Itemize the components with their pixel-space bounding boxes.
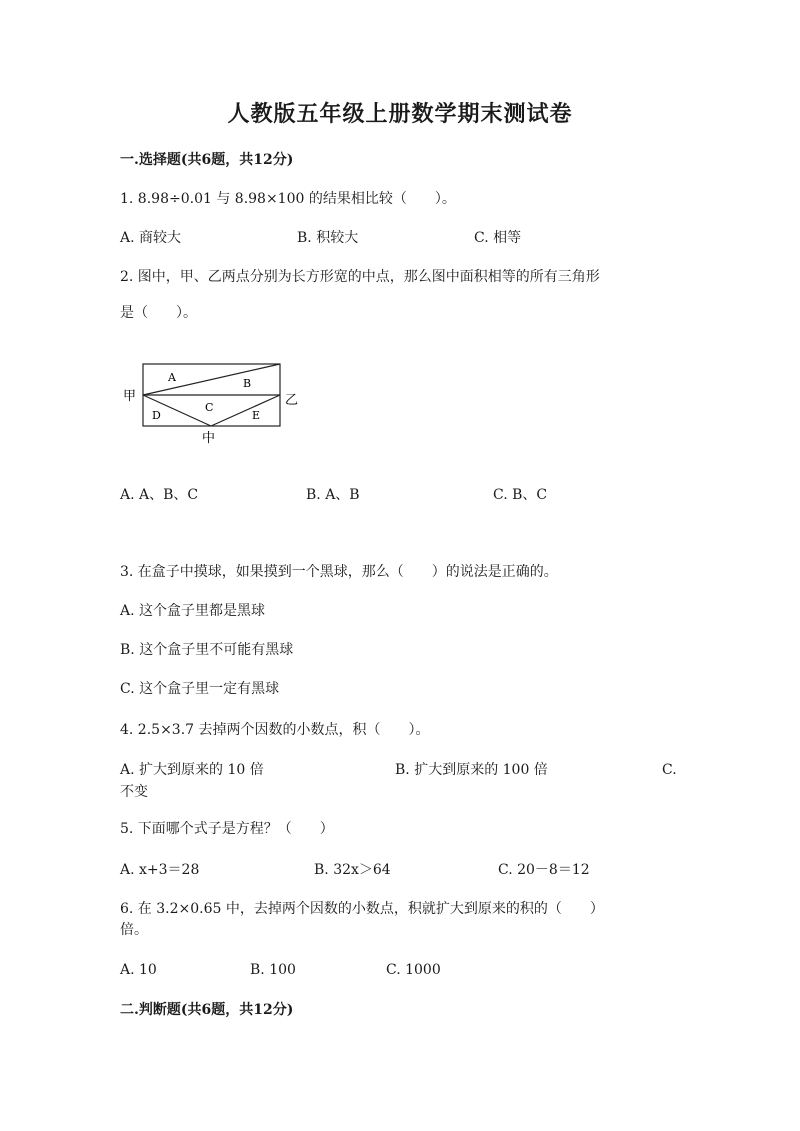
section-heading-judgment: 二.判断题(共6题，共12分) (120, 1002, 294, 1018)
question-6-option-a: A. 10 (120, 962, 157, 978)
question-1-option-a: A. 商较大 (120, 230, 182, 246)
figure-label-a: A (168, 371, 176, 384)
question-2-option-a: A. A、B、C (120, 487, 199, 503)
question-5-option-a: A. x+3＝28 (120, 862, 200, 878)
question-6-option-b: B. 100 (250, 962, 296, 978)
figure-label-jia: 甲 (123, 389, 137, 404)
question-1-option-b: B. 积较大 (297, 230, 359, 246)
figure-label-c: C (205, 401, 214, 414)
question-4-option-b: B. 扩大到原来的 100 倍 (395, 762, 548, 778)
question-4-option-a: A. 扩大到原来的 10 倍 (120, 762, 264, 778)
question-1-stem: 1. 8.98÷0.01 与 8.98×100 的结果相比较（ ）。 (120, 191, 456, 207)
question-5-option-b: B. 32x＞64 (314, 862, 391, 878)
question-3-option-a: A. 这个盒子里都是黑球 (120, 603, 266, 619)
question-2-stem-line-1: 2. 图中，甲、乙两点分别为长方形宽的中点，那么图中面积相等的所有三角形 (120, 269, 600, 285)
question-2-option-b: B. A、B (306, 487, 360, 503)
figure-right-slant-line (211, 395, 280, 426)
question-2-option-c: C. B、C (493, 487, 548, 503)
question-5-stem: 5. 下面哪个式子是方程？（ ） (120, 821, 334, 837)
figure-label-e: E (252, 409, 261, 422)
question-3-stem: 3. 在盒子中摸球，如果摸到一个黑球，那么（ ）的说法是正确的。 (120, 564, 558, 580)
question-2-stem-line-2: 是（ ）。 (120, 305, 197, 321)
question-6-stem-line-1: 6. 在 3.2×0.65 中，去掉两个因数的小数点，积就扩大到原来的积的（ ） (120, 901, 604, 917)
question-4-option-c-text: 不变 (120, 784, 148, 800)
question-4-option-c-label: C. (662, 762, 677, 778)
question-6-stem-line-2: 倍。 (120, 922, 148, 938)
figure-label-b: B (243, 377, 252, 390)
question-5-option-c: C. 20－8＝12 (498, 862, 590, 878)
figure-label-zhong: 中 (202, 431, 216, 446)
page-title: 人教版五年级上册数学期末测试卷 (227, 101, 573, 127)
question-4-stem: 4. 2.5×3.7 去掉两个因数的小数点，积（ ）。 (120, 722, 430, 738)
rectangle-triangle-figure (118, 360, 308, 448)
question-1-option-c: C. 相等 (474, 230, 522, 246)
figure-diagonal-line (143, 364, 280, 395)
question-6-option-c: C. 1000 (386, 962, 441, 978)
figure-label-d: D (152, 409, 161, 422)
question-3-option-c: C. 这个盒子里一定有黑球 (120, 681, 280, 697)
figure-label-yi: 乙 (285, 393, 299, 408)
section-heading-choice: 一.选择题(共6题，共12分) (120, 152, 294, 168)
question-3-option-b: B. 这个盒子里不可能有黑球 (120, 642, 294, 658)
